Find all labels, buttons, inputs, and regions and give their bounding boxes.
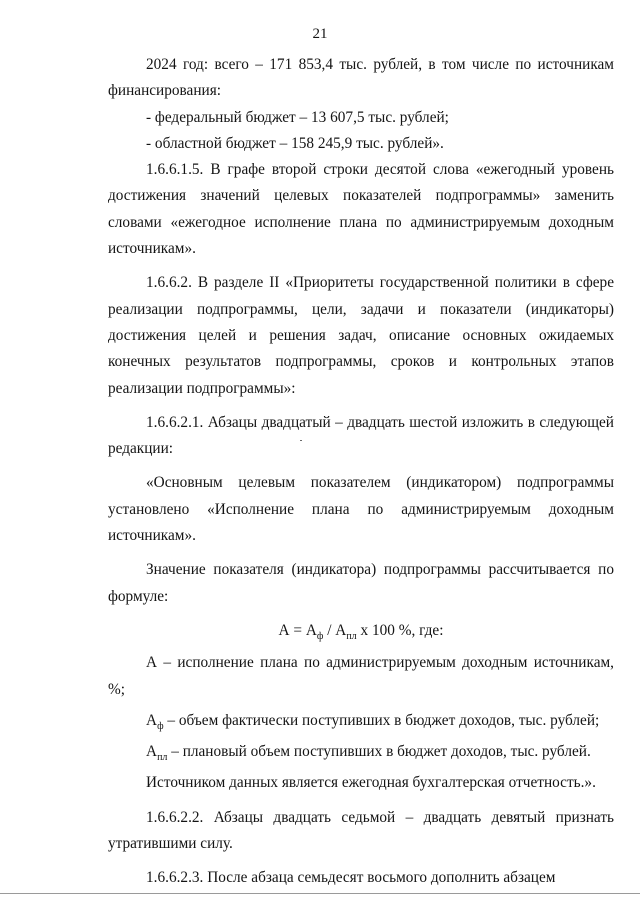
paragraph-1-6-6-2-2: 1.6.6.2.2. Абзацы двадцать седьмой – двадцать девятый признать утратившими силу. (108, 808, 614, 853)
paragraph-2024-total: 2024 год: всего – 171 853,4 тыс. рублей, в том числе по источникам финансирования: (108, 56, 614, 100)
paragraph-1-6-6-2-3: 1.6.6.2.3. После абзаца семьдесят восьмого дополнить абзацем (146, 869, 556, 887)
paragraph-1-6-6-2: 1.6.6.2. В разделе II «Приоритеты государственной политики в сфере реализации подпрограммы, цели, задачи и показатели (индикаторы) достижения целей и решения задач, описание основных ожидаемых конечных результатов подпрограммы, сроков и контрольных этапов реализации подпрограммы»: (108, 274, 614, 397)
definition-af-sub: ф (157, 720, 164, 732)
scan-speck (300, 440, 302, 441)
formula-lhs: А = А (278, 621, 317, 639)
document-body (108, 52, 614, 900)
paragraph-1-6-6-2-1: 1.6.6.2.1. Абзацы двадцатый – двадцать шестой изложить в следующей редакции: (108, 413, 614, 458)
paragraph-data-source: Источником данных является ежегодная бухгалтерская отчетность.». (146, 774, 596, 792)
paragraph-formula-intro: Значение показателя (индикатора) подпрограммы рассчитывается по формуле: (108, 561, 614, 605)
definition-apl-text: – плановый объем поступивших в бюджет доходов, тыс. рублей. (167, 743, 591, 761)
definition-apl-symbol: А (146, 743, 158, 761)
page-bottom-edge (0, 893, 640, 894)
definition-apl-sub: пл (157, 752, 168, 764)
page-number: 21 (312, 26, 328, 42)
formula-slash: / А (323, 621, 347, 639)
definition-af (108, 708, 614, 734)
paragraph-1-6-6-1-5: 1.6.6.1.5. В графе второй строки десятой слова «ежегодный уровень достижения значений целевых показателей подпрограммы» заменить словами «ежегодное исполнение плана по администрируемым доходным источникам». (108, 161, 614, 258)
definition-apl (108, 739, 614, 765)
formula (108, 618, 614, 644)
formula-sub-fact: ф (316, 630, 324, 642)
formula-sub-plan: пл (346, 630, 357, 642)
paragraph-main-indicator: «Основным целевым показателем (индикатором) подпрограммы установлено «Исполнение плана по администрируемым доходным источникам». (108, 474, 614, 545)
paragraph-federal-budget: - федеральный бюджет – 13 607,5 тыс. рублей; (146, 108, 449, 126)
definition-af-text: – объем фактически поступивших в бюджет доходов, тыс. рублей; (163, 711, 600, 729)
paragraph-regional-budget: - областной бюджет – 158 245,9 тыс. рублей». (146, 134, 444, 152)
definition-af-symbol: А (146, 711, 158, 729)
definition-a: А – исполнение плана по администрируемым доходным источникам, %; (108, 654, 614, 698)
formula-tail: х 100 %, где: (356, 621, 444, 639)
